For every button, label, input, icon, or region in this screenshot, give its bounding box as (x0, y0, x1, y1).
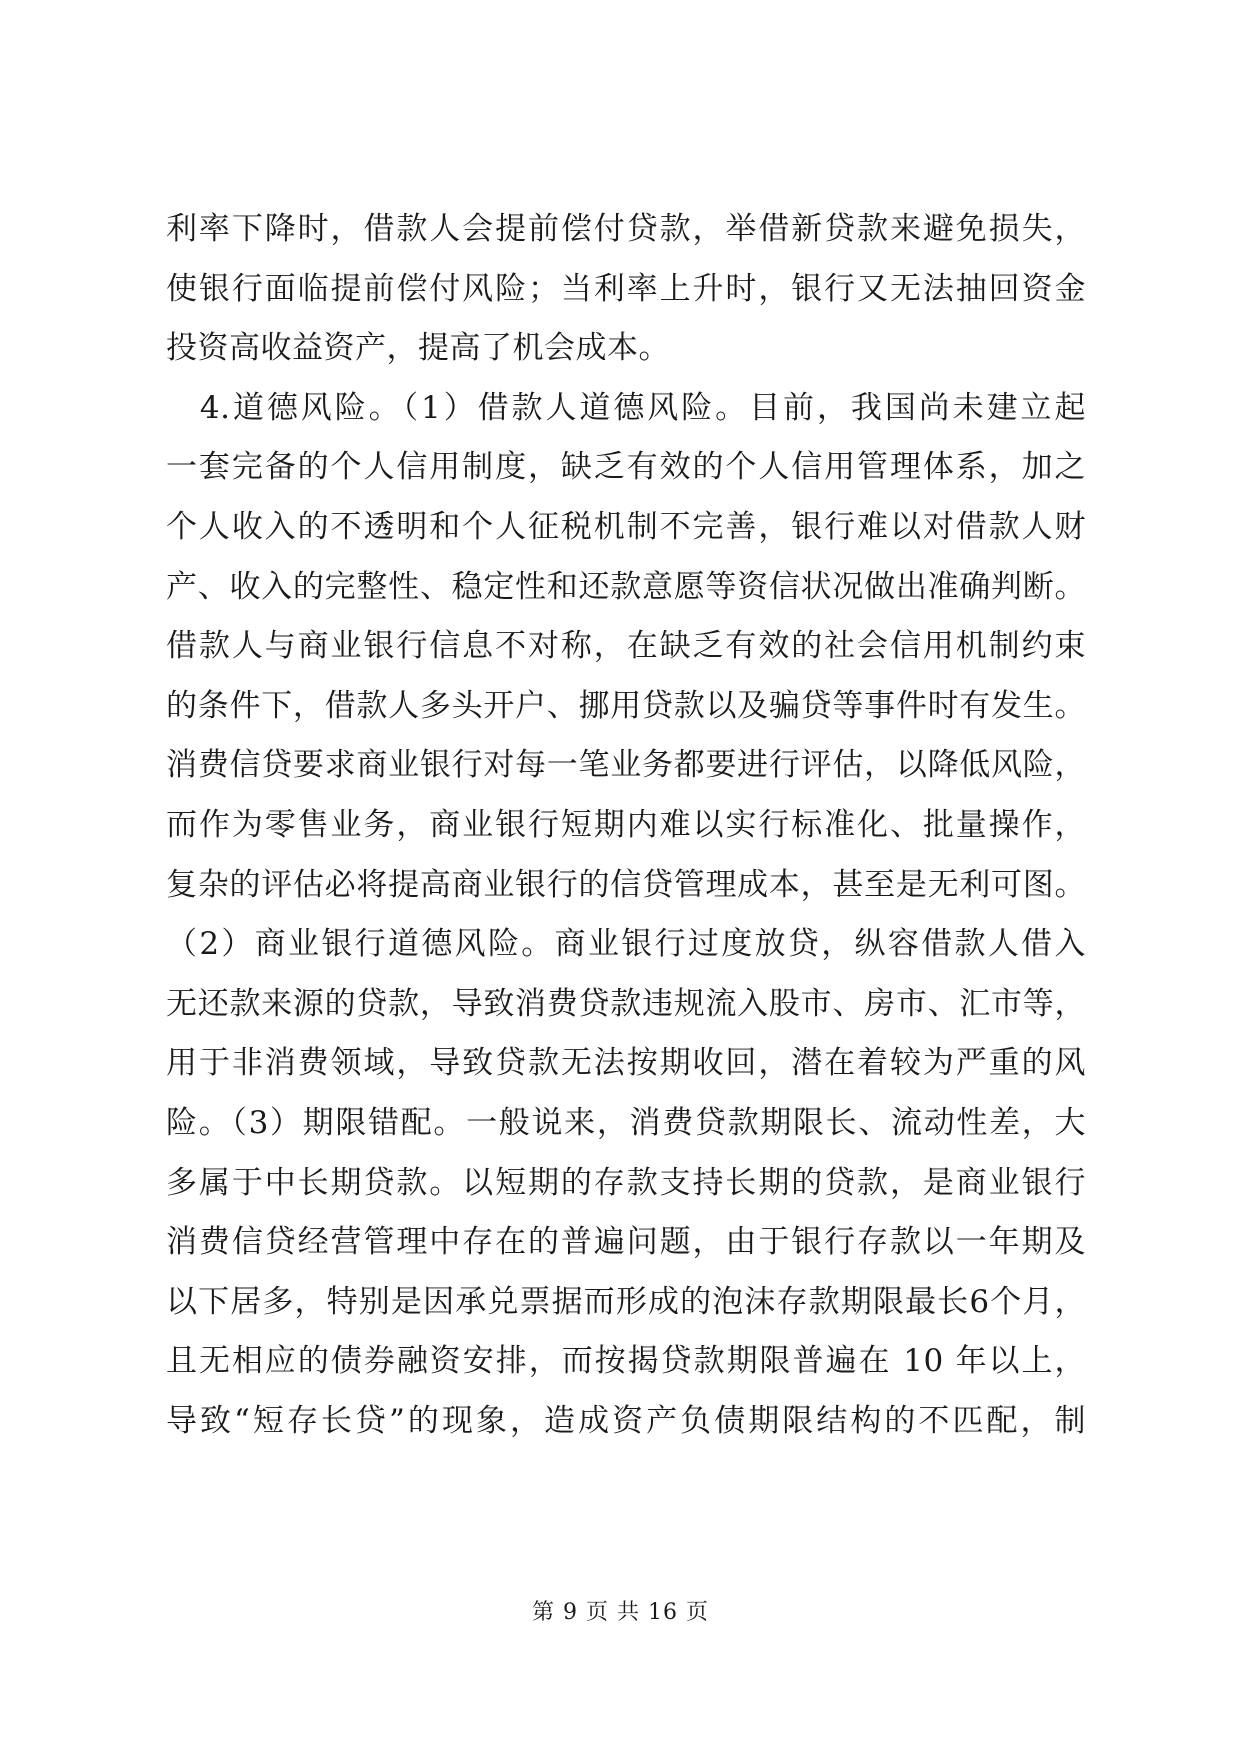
text-line: 借款人与商业银行信息不对称，在缺乏有效的社会信用机制约束 (166, 628, 1086, 665)
text-line: 导致“短存长贷”的现象，造成资产负债期限结构的不匹配，制 (166, 1402, 1086, 1439)
text-line: 使银行面临提前偿付风险；当利率上升时，银行又无法抽回资金 (166, 270, 1086, 307)
text-line: 以下居多，特别是因承兑票据而形成的泡沫存款期限最长6个月， (166, 1283, 1086, 1320)
text-line: 复杂的评估必将提高商业银行的信贷管理成本，甚至是无利可图。 (166, 866, 1086, 903)
text-line: 无还款来源的贷款，导致消费贷款违规流入股市、房市、汇市等， (166, 985, 1086, 1022)
text-line: 消费信贷要求商业银行对每一笔业务都要进行评估，以降低风险， (166, 747, 1086, 784)
page-number-footer: 第 9 页 共 16 页 (532, 1600, 709, 1625)
text-line: 且无相应的债券融资安排，而按揭贷款期限普遍在 10 年以上， (166, 1343, 1086, 1380)
text-line: 而作为零售业务，商业银行短期内难以实行标准化、批量操作， (166, 806, 1086, 843)
text-line: 投资高收益资产，提高了机会成本。 (166, 330, 670, 367)
text-line: 险。（3）期限错配。一般说来，消费贷款期限长、流动性差，大 (166, 1104, 1086, 1141)
text-line: 利率下降时，借款人会提前偿付贷款，举借新贷款来避免损失， (166, 211, 1086, 247)
text-line: 多属于中长期贷款。以短期的存款支持长期的贷款，是商业银行 (166, 1164, 1086, 1201)
text-line: （2）商业银行道德风险。商业银行过度放贷，纵容借款人借入 (166, 926, 1086, 963)
text-line: 用于非消费领域，导致贷款无法按期收回，潜在着较为严重的风 (166, 1045, 1086, 1082)
text-line: 个人收入的不透明和个人征税机制不完善，银行难以对借款人财 (166, 508, 1086, 545)
text-line: 一套完备的个人信用制度，缺乏有效的个人信用管理体系，加之 (166, 449, 1086, 486)
text-line: 产、收入的完整性、稳定性和还款意愿等资信状况做出准确判断。 (166, 568, 1086, 605)
text-line: 消费信贷经营管理中存在的普遍问题，由于银行存款以一年期及 (166, 1224, 1086, 1261)
text-line: 的条件下，借款人多头开户、挪用贷款以及骗贷等事件时有发生。 (166, 687, 1086, 724)
body-text (166, 200, 1086, 1451)
text-line: 4.道德风险。（1）借款人道德风险。目前，我国尚未建立起 (166, 389, 1086, 426)
